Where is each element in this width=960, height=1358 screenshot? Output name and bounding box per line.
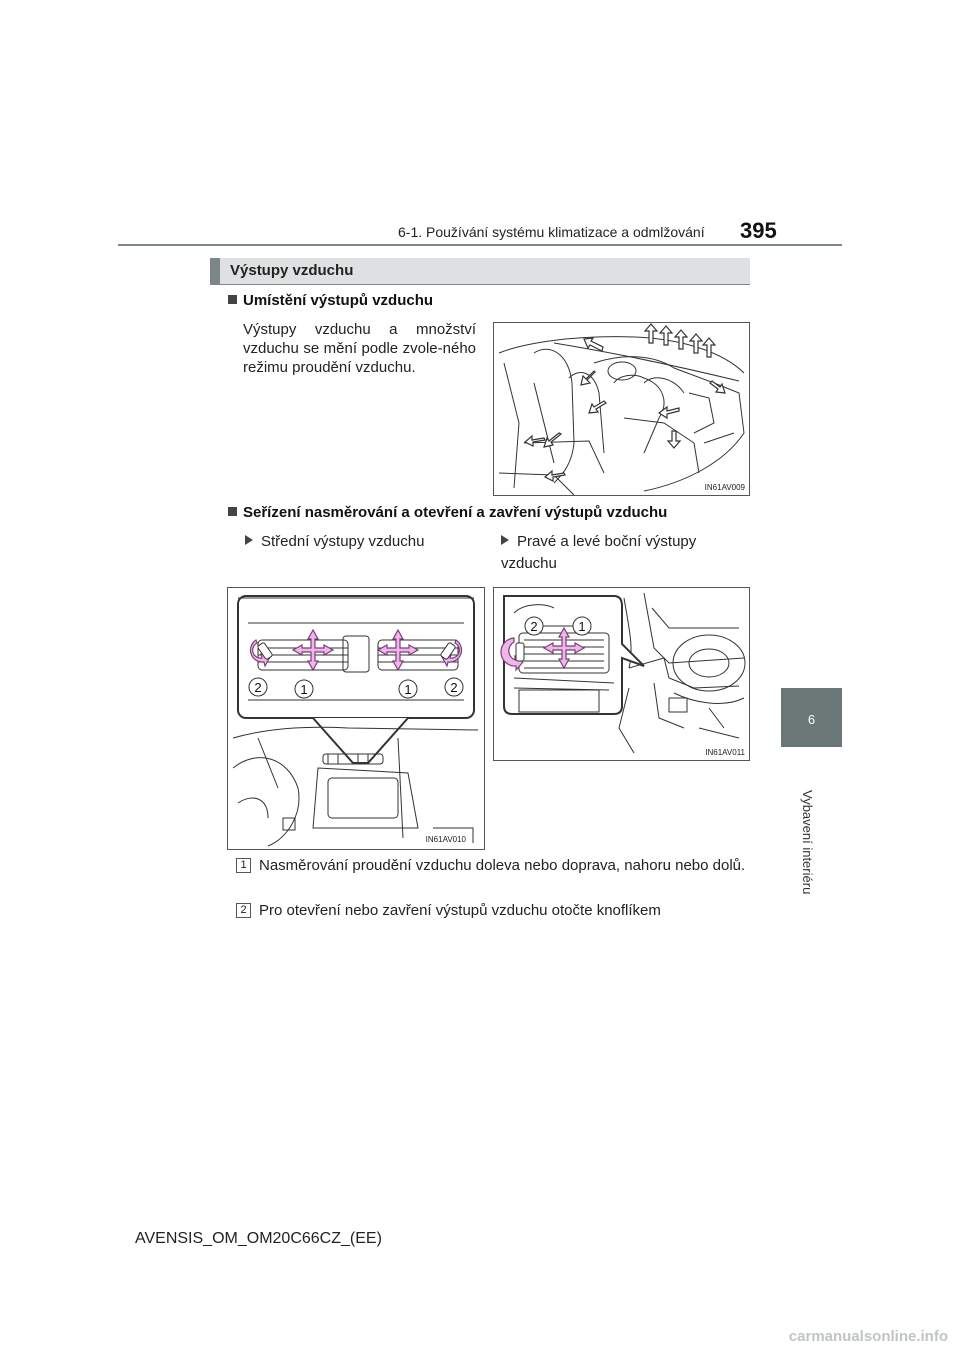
page-number: 395: [740, 218, 777, 243]
side-vents-figure: [493, 587, 750, 761]
section-heading-rule: [210, 284, 750, 285]
side-vents-illustration: [494, 588, 749, 760]
subsection-2-title-text: Seřízení nasměrování a otevření a zavření výstupů vzduchu: [243, 504, 668, 521]
watermark: carmanualsonline.info: [788, 1328, 948, 1345]
bullet-side-outlets-text: Pravé a levé boční výstupy vzduchu: [501, 533, 697, 572]
callout-1: 1: [578, 619, 586, 634]
center-vents-figure: [227, 587, 485, 850]
air-outlets-location-figure: [493, 322, 750, 496]
chapter-title: [780, 790, 840, 895]
callout-2: 2: [530, 619, 538, 634]
note-number: 2: [236, 903, 251, 918]
callout-1-right: 1: [404, 682, 412, 697]
triangle-bullet-icon: [501, 535, 509, 545]
subsection-2-title: [228, 504, 667, 521]
section-heading: [210, 258, 750, 284]
figure-code: IN61AV010: [425, 835, 466, 844]
chapter-title-text: Vybavení interiéru: [800, 790, 815, 895]
square-bullet-icon: [228, 507, 237, 516]
bullet-center-outlets-text: Střední výstupy vzduchu: [261, 533, 425, 550]
subsection-1-title: [228, 292, 433, 309]
figure-code: IN61AV009: [704, 483, 745, 492]
note-text: Pro otevření nebo zavření výstupů vzduchu otočte knoflíkem: [259, 902, 661, 919]
figure-code: IN61AV011: [705, 748, 745, 757]
document-code-footer: AVENSIS_OM_OM20C66CZ_(EE): [135, 1230, 382, 1247]
bullet-center-outlets: [245, 531, 424, 553]
square-bullet-icon: [228, 295, 237, 304]
section-title: Výstupy vzduchu: [230, 262, 354, 279]
callout-1-left: 1: [300, 682, 308, 697]
header-rule: [118, 244, 842, 246]
car-interior-illustration: [494, 323, 749, 495]
bullet-side-outlets: [501, 531, 749, 575]
chapter-number: 6: [807, 712, 816, 727]
subsection-1-title-text: Umístění výstupů vzduchu: [243, 292, 434, 309]
running-header: 6-1. Používání systému klimatizace a odmlžování: [398, 224, 705, 240]
center-vents-illustration: [228, 588, 484, 849]
note-1: [236, 855, 750, 877]
note-number: 1: [236, 858, 251, 873]
note-2: [236, 900, 750, 922]
triangle-bullet-icon: [245, 535, 253, 545]
callout-2-right: 2: [450, 680, 458, 695]
note-text: Nasměrování proudění vzduchu doleva nebo doprava, nahoru nebo dolů.: [259, 857, 746, 874]
subsection-1-text: Výstupy vzduchu a množství vzduchu se mění podle zvole-ného režimu proudění vzduchu.: [243, 321, 476, 376]
callout-2-left: 2: [254, 680, 262, 695]
